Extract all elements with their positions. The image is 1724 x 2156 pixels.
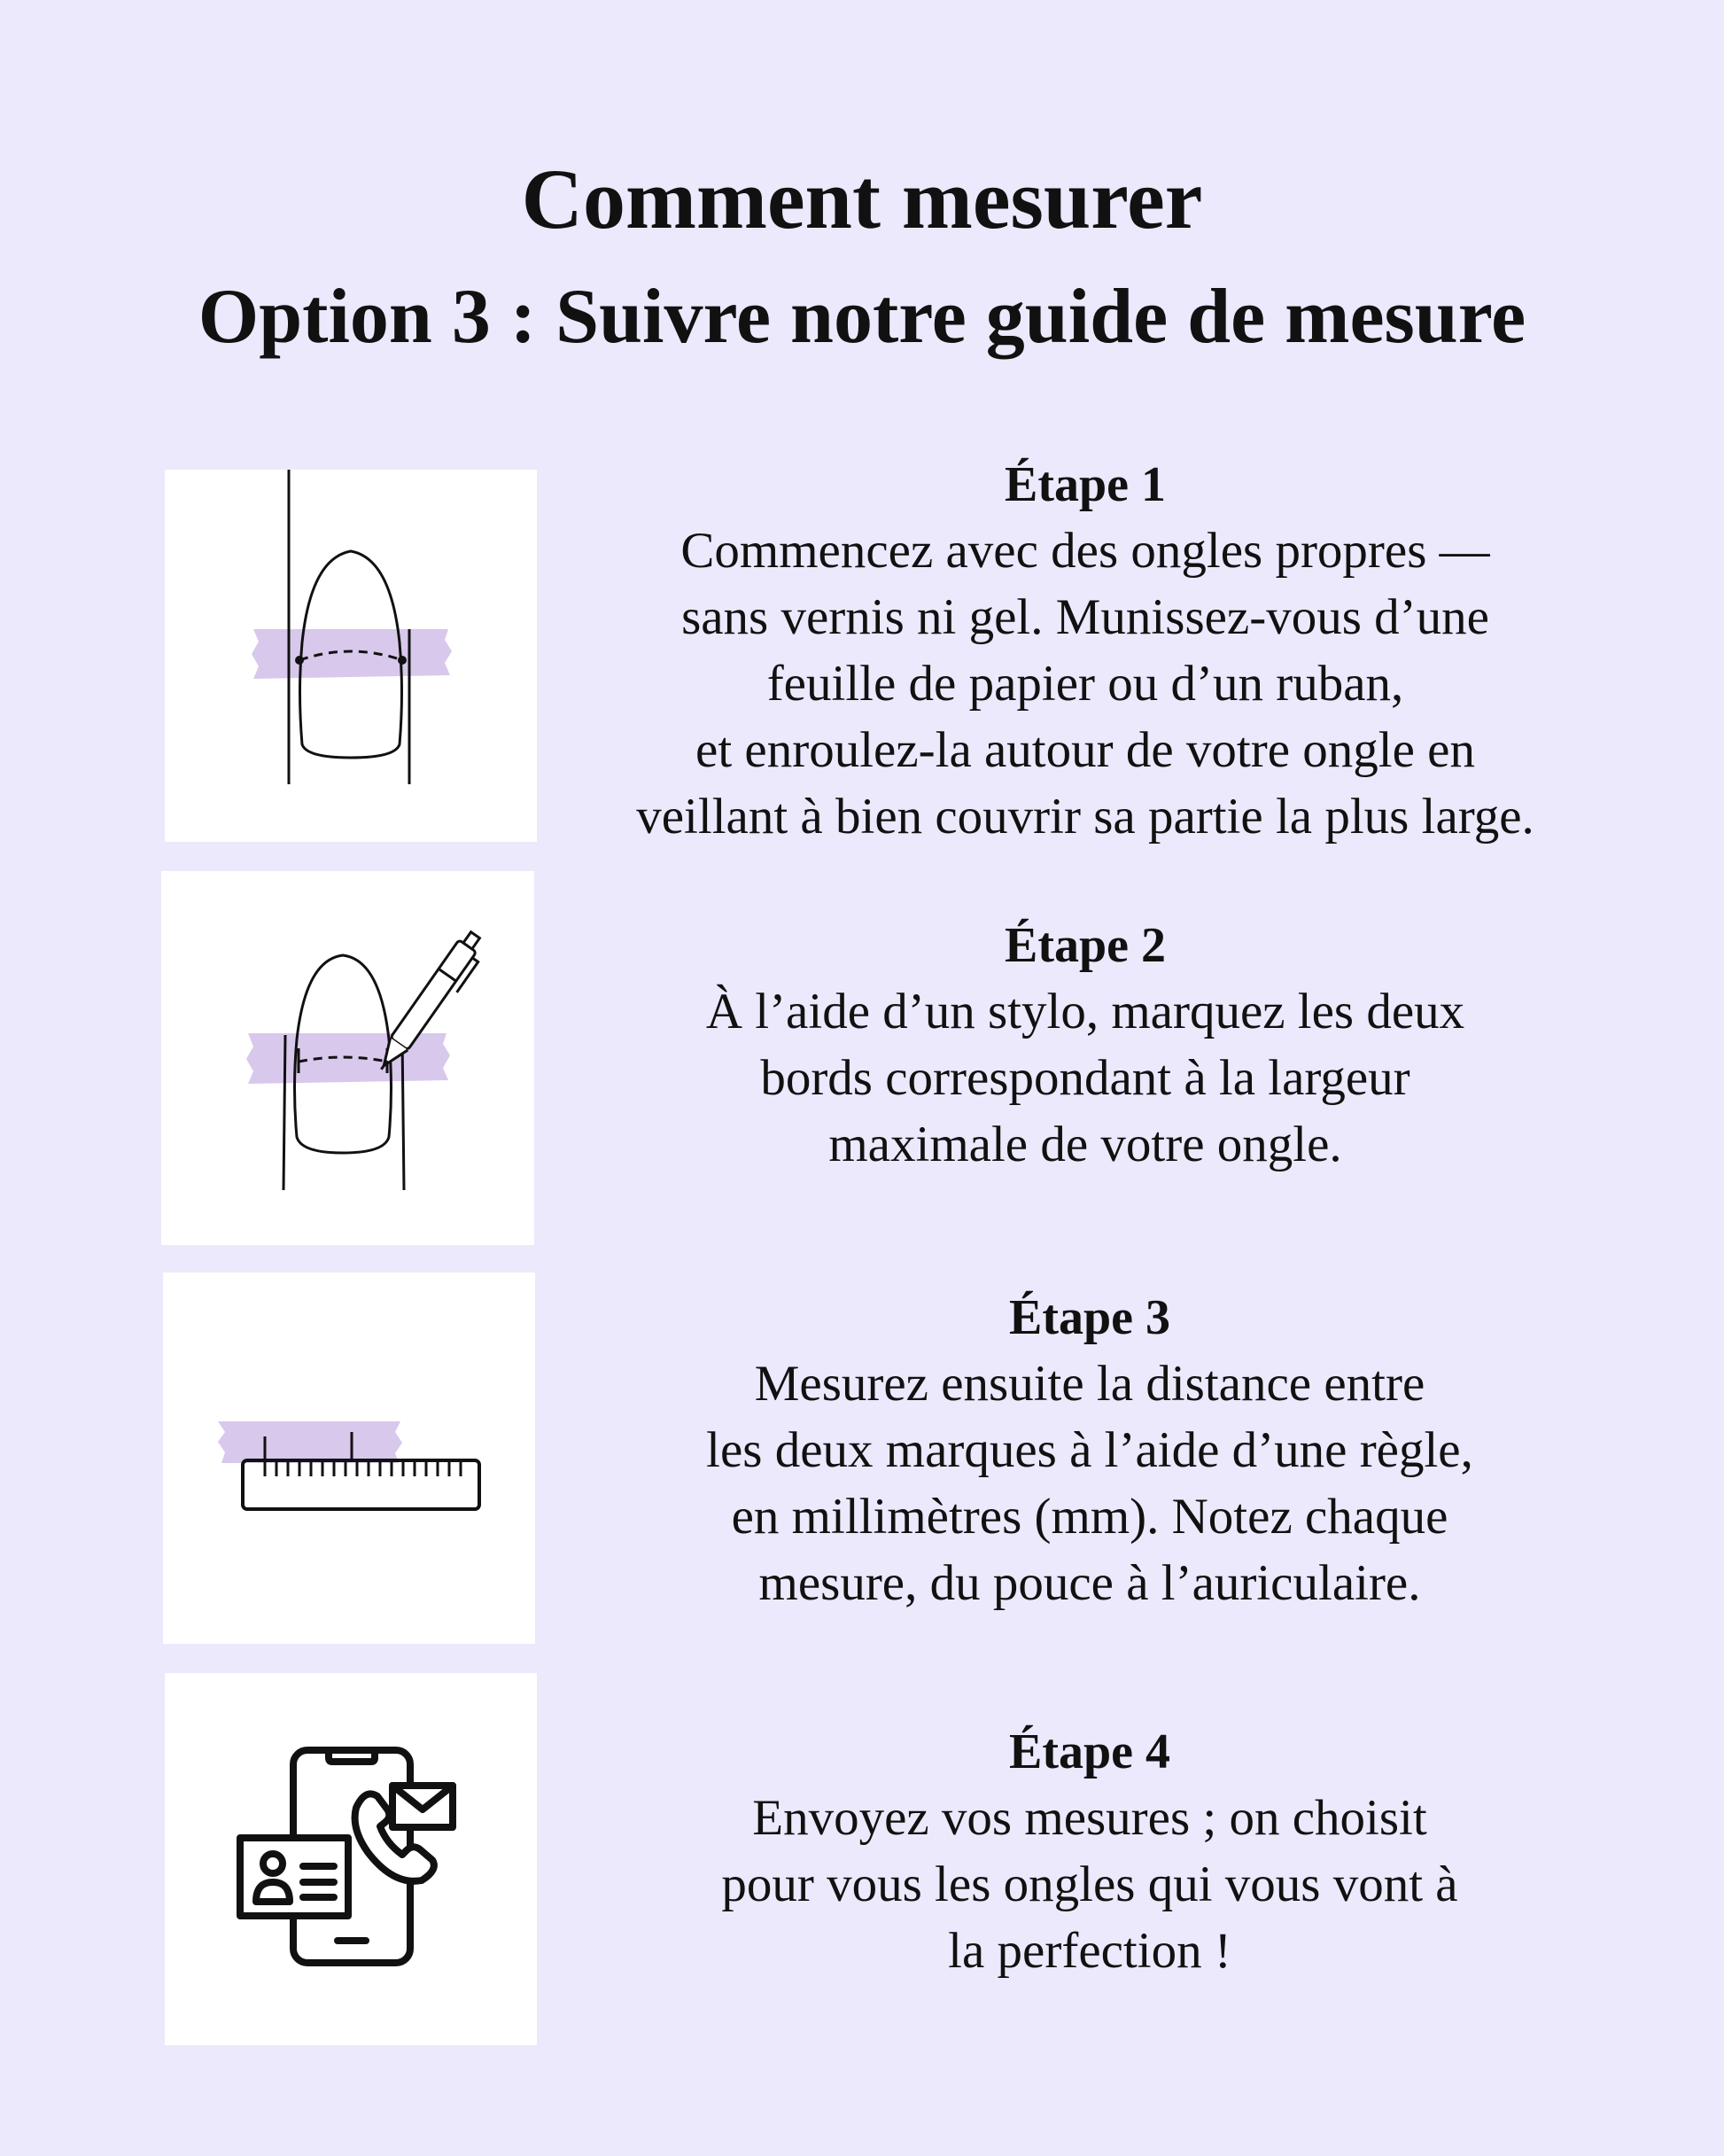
step-2-line: À l’aide d’un stylo, marquez les deux [705,984,1465,1039]
step-1-line: Commencez avec des ongles propres — [680,523,1490,579]
step-4 [567,1719,1612,1984]
step-3-description [567,1350,1612,1616]
nail-tape-icon [165,470,537,842]
step-4-line: la perfection ! [948,1923,1231,1979]
page-subtitle: Option 3 : Suivre notre guide de mesure [198,274,1526,360]
step-3 [567,1285,1612,1616]
step-3-line: les deux marques à l’aide d’une règle, [706,1422,1473,1478]
page-title: Comment mesurer [521,152,1203,246]
step-1-illustration-card [165,470,537,842]
step-2-line: maximale de votre ongle. [828,1117,1342,1172]
step-4-line: Envoyez vos mesures ; on choisit [752,1790,1427,1846]
step-2-line: bords correspondant à la largeur [760,1050,1410,1106]
step-4-title: Étape 4 [1009,1724,1170,1779]
step-4-description [567,1785,1612,1984]
step-3-title: Étape 3 [1009,1290,1170,1345]
step-2-illustration-card [161,871,534,1245]
step-1-line: sans vernis ni gel. Munissez-vous d’une [681,589,1489,645]
step-4-illustration-card [165,1673,537,2045]
ruler-icon [163,1273,535,1644]
step-1 [567,452,1604,850]
phone-contact-icon [165,1673,537,2045]
step-2-description [567,978,1604,1178]
step-2-title: Étape 2 [1005,918,1166,973]
step-1-description [567,518,1604,850]
step-1-line: veillant à bien couvrir sa partie la plus large. [636,789,1534,844]
step-4-line: pour vous les ongles qui vous vont à [721,1856,1458,1912]
step-3-line: en millimètres (mm). Notez chaque [731,1489,1448,1545]
step-1-line: feuille de papier ou d’un ruban, [766,656,1404,712]
step-1-title: Étape 1 [1005,457,1166,512]
step-1-line: et enroulez-la autour de votre ongle en [695,722,1475,778]
step-3-line: Mesurez ensuite la distance entre [754,1356,1425,1412]
step-3-line: mesure, du pouce à l’auriculaire. [758,1555,1421,1611]
nail-pen-icon [161,871,534,1245]
step-2 [567,913,1604,1178]
step-3-illustration-card [163,1273,535,1644]
